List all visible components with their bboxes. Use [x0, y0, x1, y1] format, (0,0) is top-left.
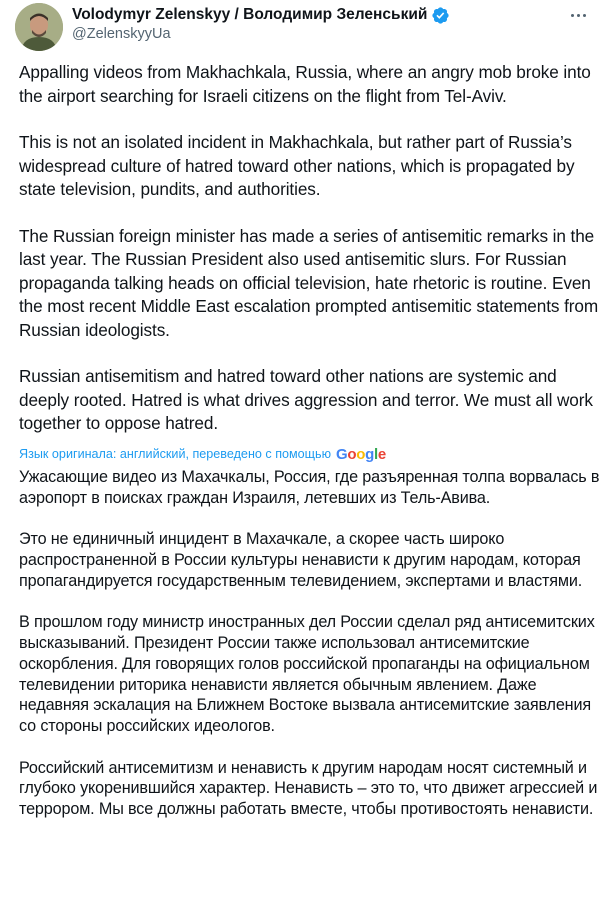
verified-badge-icon	[431, 6, 450, 25]
paragraph: Ужасающие видео из Махачкалы, Россия, где разъяренная толпа ворвалась в аэропорт в поисках граждан Израиля, летевших из Тель-Авива.	[19, 468, 600, 507]
author-name-row[interactable]	[72, 4, 450, 26]
paragraph: This is not an isolated incident in Makhachkala, but rather part of Russia’s widespread culture of hatred toward other nations, which is propagated by state television, pundits, and authorities.	[19, 132, 575, 199]
avatar[interactable]	[15, 3, 63, 51]
author-name[interactable]: Volodymyr Zelenskyy / Володимир Зеленський	[72, 6, 428, 23]
tweet-text-original	[19, 61, 599, 436]
paragraph: Российский антисемитизм и ненависть к другим народам носят системный и глубоко укоренившийся характер. Ненависть – это то, что движет агрессией и террором. Мы все должны работать вместе, чтобы противостоять ненависти.	[19, 758, 598, 819]
translation-note-text[interactable]: Язык оригинала: английский, переведено с помощью	[19, 447, 332, 461]
paragraph: The Russian foreign minister has made a series of antisemitic remarks in the last year. The Russian President also used antisemitic slurs. For Russian propaganda talking heads on official television, hate rhetoric is routine. Even the most recent Middle East escalation prompted antisemitic statements from Russian ideologists.	[19, 225, 599, 340]
user-avatar-icon	[15, 3, 63, 51]
paragraph: Это не единичный инцидент в Махачкале, а скорее часть широко распространенной в России культуры ненависти к другим народам, которая пропагандируется государственным телевидением, экспертами и властями.	[19, 530, 583, 590]
more-options-icon[interactable]	[566, 3, 590, 27]
translation-note[interactable]	[19, 444, 386, 464]
paragraph: Russian antisemitism and hatred toward other nations are systemic and deeply rooted. Hatred is what drives aggression and terror. We must all work together to oppose hatred.	[19, 366, 593, 433]
author-handle[interactable]: @ZelenskyyUa	[72, 26, 171, 42]
tweet-text-translated	[19, 467, 604, 820]
paragraph: Appalling videos from Makhachkala, Russia, where an angry mob broke into the airport searching for Israeli citizens on the flight from Tel-Aviv.	[19, 62, 591, 106]
paragraph: В прошлом году министр иностранных дел России сделал ряд антисемитских высказываний. Президент России также использовал антисемитские оскорбления. Для говорящих голов российской пропаганды на официальном телевидении риторика ненависти является обычным явлением. Даже недавняя эскалация на Ближнем Востоке вызвала антисемитские заявления со стороны российских идеологов.	[19, 613, 595, 736]
google-logo: Google	[336, 445, 386, 463]
